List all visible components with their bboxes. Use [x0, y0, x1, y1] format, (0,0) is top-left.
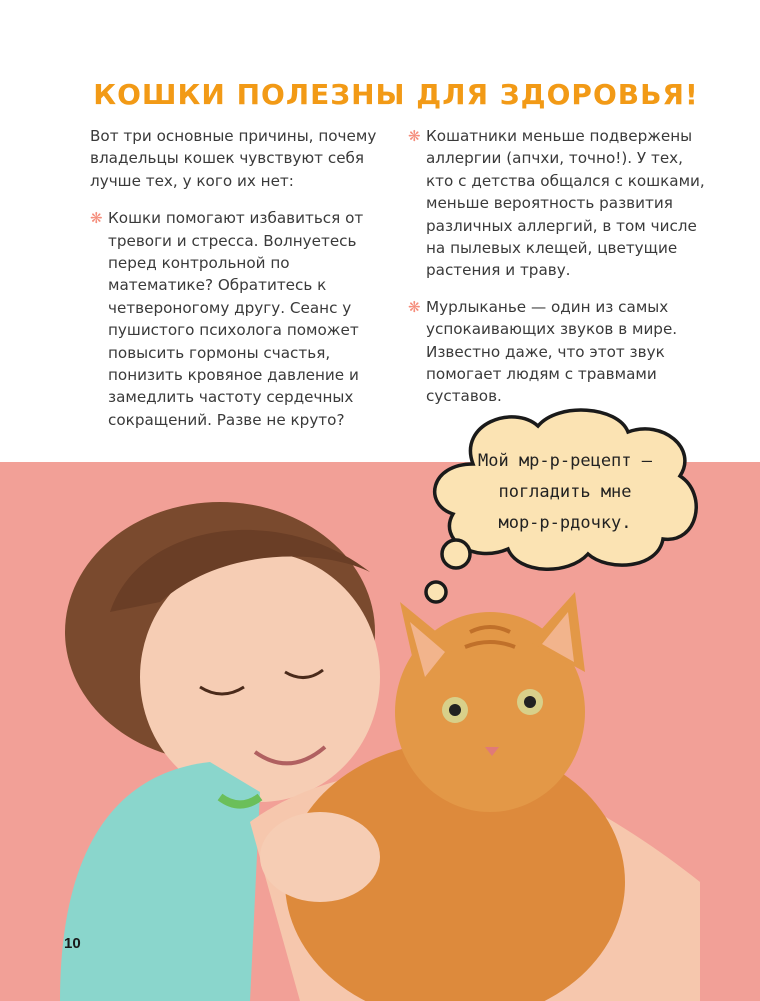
right-column: [408, 125, 708, 422]
bullet-item-stress: [90, 207, 390, 431]
bubble-line: мор-р-рдочку.: [498, 513, 632, 533]
bullet-text: Кошки помогают избавиться от тревоги и стресса. Волнуетесь перед контрольной по математике? Обратитесь к четвероногому другу. Сеанс у пушистого психолога поможет повысить гормоны счастья, понизить кровяное давление и замедлить частоту сердечных сокращений. Разве не круто?: [108, 209, 364, 429]
bubble-caption: [449, 446, 681, 539]
bullet-star-icon: ❋: [408, 297, 421, 316]
intro-text: Вот три основные причины, почему владельцы кошек чувствуют себя лучше тех, у кого их нет:: [90, 127, 377, 190]
bullet-text: Мурлыканье — один из самых успокаивающих звуков в мире. Известно даже, что этот звук помогает людям с травмами суставов.: [426, 297, 678, 406]
bullet-star-icon: ❋: [408, 127, 421, 145]
bullet-item-allergy: [408, 125, 708, 282]
left-column: [90, 125, 390, 445]
bullet-item-purring: [408, 296, 708, 408]
page-title: КОШКИ ПОЛЕЗНЫ ДЛЯ ЗДОРОВЬЯ!: [93, 78, 699, 111]
bullet-star-icon: ❋: [90, 209, 103, 228]
bubble-line: погладить мне: [498, 482, 632, 502]
bullet-text: Кошатники меньше подвержены аллергии (апчхи, точно!). У тех, кто с детства общался с кошками, меньше вероятность развития различных аллергий, в том числе на пылевых клещей, цветущие растения и траву.: [426, 127, 705, 280]
page-number: 10: [64, 935, 81, 952]
bubble-line: Мой мр-р-рецепт —: [478, 451, 652, 471]
